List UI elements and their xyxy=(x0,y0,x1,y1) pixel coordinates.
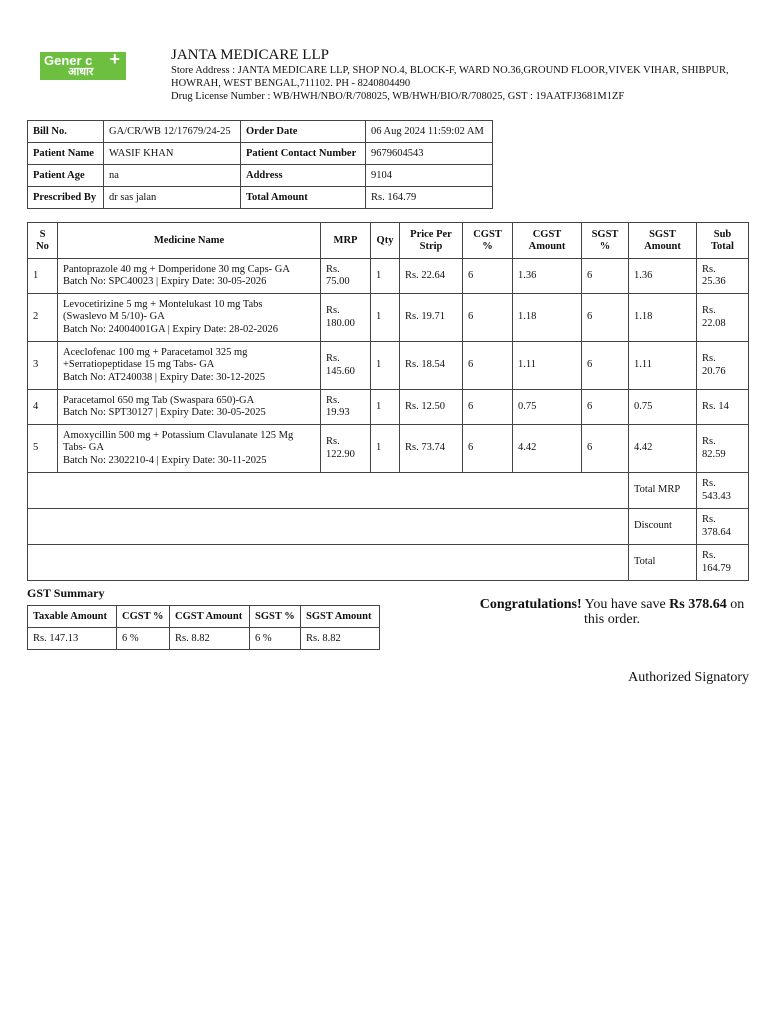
row-subtotal: Rs. 25.36 xyxy=(697,259,749,294)
col-sgst-amount: SGST Amount xyxy=(629,223,697,259)
store-name: JANTA MEDICARE LLP xyxy=(171,47,329,63)
address-label: Address xyxy=(241,165,366,187)
row-price: Rs. 19.71 xyxy=(400,294,463,342)
store-header xyxy=(171,47,761,103)
col-cgst-percent: CGST % xyxy=(463,223,513,259)
prescribed-label: Prescribed By xyxy=(28,187,104,209)
row-sno: 2 xyxy=(28,294,58,342)
row-price: Rs. 73.74 xyxy=(400,425,463,473)
order-date-label: Order Date xyxy=(241,121,366,143)
bill-info-table xyxy=(27,120,493,209)
gst-col-taxable: Taxable Amount xyxy=(28,606,117,628)
authorized-signatory: Authorized Signatory xyxy=(628,670,749,685)
patient-age: na xyxy=(104,165,241,187)
row-sgst: 6 xyxy=(582,425,629,473)
prescribed-by: dr sas jalan xyxy=(104,187,241,209)
row-sgst-amount: 1.18 xyxy=(629,294,697,342)
row-price: Rs. 22.64 xyxy=(400,259,463,294)
gst-col-sgst-amount: SGST Amount xyxy=(301,606,380,628)
row-sgst-amount: 4.42 xyxy=(629,425,697,473)
gst-summary-table xyxy=(27,605,380,650)
row-cgst-amount: 1.11 xyxy=(513,342,582,390)
gst-cgst-amount: Rs. 8.82 xyxy=(170,628,250,650)
logo-text-1: Gener c xyxy=(44,53,93,68)
col-qty: Qty xyxy=(371,223,400,259)
generic-aadhaar-logo xyxy=(40,49,126,80)
row-mrp: Rs. 145.60 xyxy=(321,342,371,390)
row-mrp: Rs. 75.00 xyxy=(321,259,371,294)
row-sno: 3 xyxy=(28,342,58,390)
bill-no: GA/CR/WB 12/17679/24-25 xyxy=(104,121,241,143)
row-sno: 5 xyxy=(28,425,58,473)
table-row xyxy=(28,294,749,342)
row-cgst: 6 xyxy=(463,390,513,425)
row-mrp: Rs. 19.93 xyxy=(321,390,371,425)
row-qty: 1 xyxy=(371,259,400,294)
row-price: Rs. 18.54 xyxy=(400,342,463,390)
col-sno: S No xyxy=(28,223,58,259)
row-sgst: 6 xyxy=(582,294,629,342)
col-sub-total: Sub Total xyxy=(697,223,749,259)
row-cgst: 6 xyxy=(463,294,513,342)
row-medicine: Pantoprazole 40 mg + Domperidone 30 mg Caps- GA Batch No: SPC40023 | Expiry Date: 30-05-2026 xyxy=(58,259,321,294)
row-qty: 1 xyxy=(371,294,400,342)
store-address-1: Store Address : JANTA MEDICARE LLP, SHOP NO.4, BLOCK-F, WARD NO.36,GROUND FLOOR,VIVEK VIHAR, SHIBPUR, xyxy=(171,65,729,76)
col-price-per-strip: Price Per Strip xyxy=(400,223,463,259)
row-subtotal: Rs. 20.76 xyxy=(697,342,749,390)
contact: 9679604543 xyxy=(366,143,493,165)
row-subtotal: Rs. 14 xyxy=(697,390,749,425)
row-subtotal: Rs. 82.59 xyxy=(697,425,749,473)
gst-row xyxy=(28,628,380,650)
row-sgst-amount: 0.75 xyxy=(629,390,697,425)
table-row xyxy=(28,390,749,425)
col-mrp: MRP xyxy=(321,223,371,259)
row-price: Rs. 12.50 xyxy=(400,390,463,425)
row-sgst: 6 xyxy=(582,390,629,425)
row-mrp: Rs. 122.90 xyxy=(321,425,371,473)
gst-col-cgst: CGST % xyxy=(117,606,170,628)
bill-no-label: Bill No. xyxy=(28,121,104,143)
total-mrp-label: Total MRP xyxy=(629,473,697,509)
total-amount: Rs. 164.79 xyxy=(366,187,493,209)
drug-license: Drug License Number : WB/HWH/NBO/R/708025, WB/HWH/BIO/R/708025, GST : 19AATFJ3681M1ZF xyxy=(171,91,625,102)
row-medicine: Amoxycillin 500 mg + Potassium Clavulanate 125 Mg Tabs- GA Batch No: 2302210-4 | Expiry Date: 30-11-2025 xyxy=(58,425,321,473)
grand-total-label: Total xyxy=(629,545,697,581)
grand-total-row xyxy=(28,545,749,581)
medicine-table xyxy=(27,222,749,581)
row-sgst-amount: 1.36 xyxy=(629,259,697,294)
row-medicine: Levocetirizine 5 mg + Montelukast 10 mg Tabs (Swaslevo M 5/10)- GA Batch No: 24004001GA | Expiry Date: 28-02-2026 xyxy=(58,294,321,342)
row-cgst-amount: 1.36 xyxy=(513,259,582,294)
row-medicine: Paracetamol 650 mg Tab (Swaspara 650)-GA Batch No: SPT30127 | Expiry Date: 30-05-2025 xyxy=(58,390,321,425)
plus-icon: + xyxy=(109,49,120,69)
col-sgst-percent: SGST % xyxy=(582,223,629,259)
total-mrp-row xyxy=(28,473,749,509)
row-cgst-amount: 1.18 xyxy=(513,294,582,342)
row-cgst-amount: 0.75 xyxy=(513,390,582,425)
gst-cgst: 6 % xyxy=(117,628,170,650)
row-qty: 1 xyxy=(371,342,400,390)
discount-label: Discount xyxy=(629,509,697,545)
logo-text-2: आधार xyxy=(68,65,94,78)
discount-row xyxy=(28,509,749,545)
gst-taxable: Rs. 147.13 xyxy=(28,628,117,650)
patient-age-label: Patient Age xyxy=(28,165,104,187)
row-subtotal: Rs. 22.08 xyxy=(697,294,749,342)
grand-total-value: Rs. 164.79 xyxy=(697,545,749,581)
total-mrp-value: Rs. 543.43 xyxy=(697,473,749,509)
col-medicine-name: Medicine Name xyxy=(58,223,321,259)
row-cgst: 6 xyxy=(463,259,513,294)
gst-header-row xyxy=(28,606,380,628)
row-cgst: 6 xyxy=(463,342,513,390)
gst-sgst-amount: Rs. 8.82 xyxy=(301,628,380,650)
order-date: 06 Aug 2024 11:59:02 AM xyxy=(366,121,493,143)
gst-col-cgst-amount: CGST Amount xyxy=(170,606,250,628)
gst-col-sgst: SGST % xyxy=(250,606,301,628)
row-sgst: 6 xyxy=(582,259,629,294)
gst-summary-title: GST Summary xyxy=(27,586,105,600)
table-row xyxy=(28,259,749,294)
row-sgst-amount: 1.11 xyxy=(629,342,697,390)
row-medicine: Aceclofenac 100 mg + Paracetamol 325 mg +Serratiopeptidase 15 mg Tabs- GA Batch No: AT240038 | Expiry Date: 30-12-2025 xyxy=(58,342,321,390)
table-row xyxy=(28,425,749,473)
contact-label: Patient Contact Number xyxy=(241,143,366,165)
savings-message: Congratulations! You have save Rs 378.64 on this order. xyxy=(479,597,745,627)
table-header-row xyxy=(28,223,749,259)
row-sno: 1 xyxy=(28,259,58,294)
col-cgst-amount: CGST Amount xyxy=(513,223,582,259)
row-qty: 1 xyxy=(371,390,400,425)
store-address-2: HOWRAH, WEST BENGAL,711102. PH - 8240804490 xyxy=(171,78,411,89)
row-sgst: 6 xyxy=(582,342,629,390)
address: 9104 xyxy=(366,165,493,187)
row-mrp: Rs. 180.00 xyxy=(321,294,371,342)
table-row xyxy=(28,342,749,390)
row-sno: 4 xyxy=(28,390,58,425)
row-cgst-amount: 4.42 xyxy=(513,425,582,473)
total-amount-label: Total Amount xyxy=(241,187,366,209)
row-qty: 1 xyxy=(371,425,400,473)
discount-value: Rs. 378.64 xyxy=(697,509,749,545)
gst-sgst: 6 % xyxy=(250,628,301,650)
patient-name-label: Patient Name xyxy=(28,143,104,165)
patient-name: WASIF KHAN xyxy=(104,143,241,165)
row-cgst: 6 xyxy=(463,425,513,473)
